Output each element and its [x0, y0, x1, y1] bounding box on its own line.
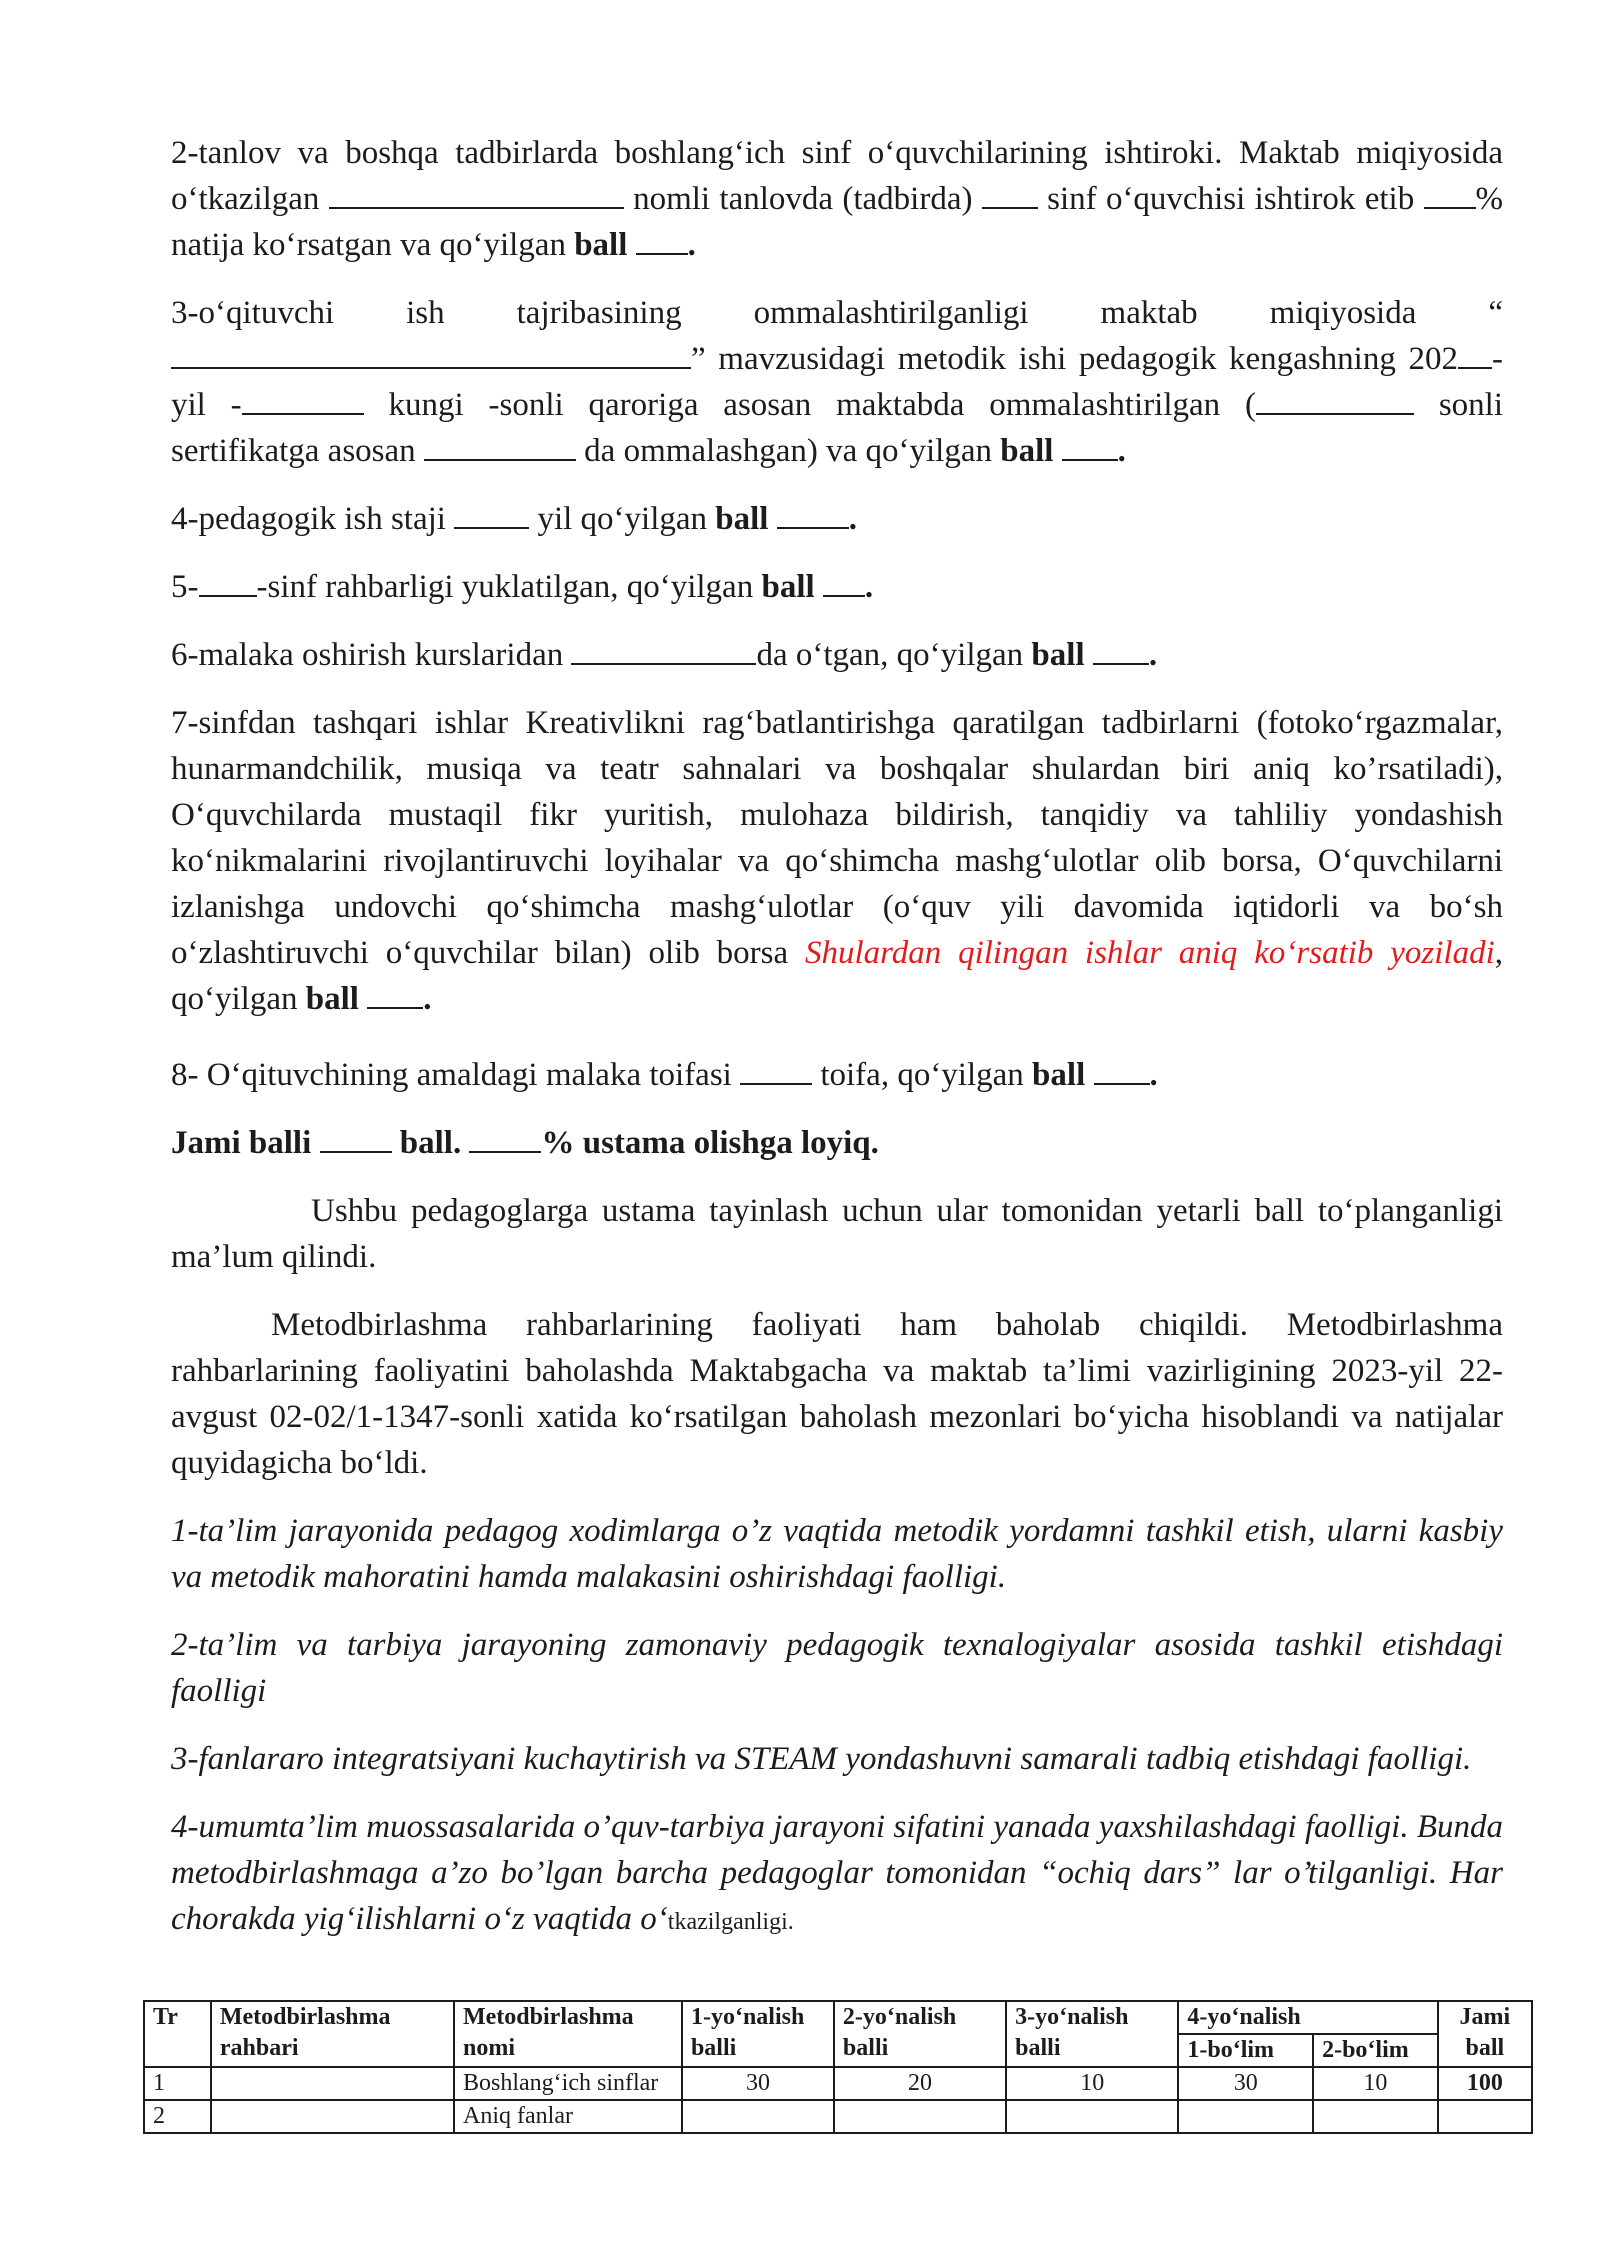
text: sinf o‘quvchisi ishtirok etib: [1047, 181, 1415, 217]
text: % natija ko‘rsatgan va qo‘yilgan: [171, 181, 1504, 263]
text: kungi -sonli qaroriga asosan maktabda ommalashtirilgan (: [388, 387, 1256, 423]
table-row: [144, 2100, 1532, 2133]
ball-label: ball: [1031, 637, 1085, 673]
cell-jami: 100: [1438, 2067, 1532, 2100]
text: -yil -: [171, 341, 1503, 423]
results-table: [143, 2000, 1533, 2134]
blank-line: [1458, 337, 1492, 369]
header-rahbar: Metodbirlashma rahbari: [211, 2001, 454, 2067]
blank-line: [1424, 177, 1476, 209]
ball-label: ball: [1000, 433, 1054, 469]
text: , qo‘yilgan: [171, 935, 1503, 1017]
blank-line: [823, 565, 865, 597]
paragraph-3: 3-o‘qituvchi ish tajribasining ommalashtirilganligi maktab miqiyosida “” mavzusidagi metodik ishi pedagogik kengashning 202 -yil - kungi -sonli qaroriga asosan maktabda ommalashtirilgan ( sonli sertifikatga asosan da ommalashgan) va qo‘yilgan ball .: [171, 295, 1504, 469]
text: da ommalashgan) va qo‘yilgan: [584, 433, 992, 469]
paragraph-4: 4-pedagogik ish staji yil qo‘yilgan ball .: [171, 496, 1503, 542]
blank-line: [982, 177, 1038, 209]
cell-rahbar: [211, 2067, 454, 2100]
total-line: [171, 1120, 1503, 1166]
table-row: [144, 2067, 1532, 2100]
cell-y1: 30: [682, 2067, 834, 2100]
text: 7-sinfdan tashqari ishlar Kreativlikni rag‘batlantirishga qaratilgan tadbirlarni (fotoko‘rgazmalar, hunarmandchilik, musiqa va teatr sahnalari va boshqalar shulardan biri aniq ko’rsatiladi), O‘quvchilarda mustaqil fikr yuritish, mulohaza bildirish, tanqidiy va tahliliy yondashish ko‘nikmalarini rivojlantiruvchi loyihalar va qo‘shimcha mashg‘ulotlar olib borsa, O‘quvchilarni izlanishga undovchi qo‘shimcha mashg‘ulotlar (o‘quv yili davomida iqtidorli va bo‘sh o‘zlashtiruvchi o‘quvchilar bilan) olib borsa: [171, 705, 1503, 971]
paragraph-2: 2-tanlov va boshqa tadbirlarda boshlang‘ich sinf o‘quvchilarining ishtiroki. Maktab miqiyosida o‘tkazilgan nomli tanlovda (tadbirda) sinf o‘quvchisi ishtirok etib % natija ko‘rsatgan va qo‘yilgan ball .: [171, 135, 1504, 263]
cell-b2: 10: [1313, 2067, 1438, 2100]
text: da o‘tgan, qo‘yilgan: [756, 637, 1024, 673]
blank-line: [1256, 383, 1414, 415]
blank-line: [1094, 1053, 1150, 1085]
text: 6-malaka oshirish kurslaridan: [171, 637, 564, 673]
header-y3: 3-yo‘nalish balli: [1006, 2001, 1178, 2067]
cell-jami: [1438, 2100, 1532, 2133]
text: 5-: [171, 569, 199, 605]
paragraph-8: 8- O‘qituvchining amaldagi malaka toifasi toifa, qo‘yilgan ball .: [171, 1052, 1503, 1098]
text: 2-tanlov va boshqa tadbirlarda boshlang‘ich sinf o‘quvchilarining ishtiroki. Maktab miqiyosida o‘tkazilgan: [171, 135, 1503, 217]
cell-nomi: Aniq fanlar: [454, 2100, 682, 2133]
text: 4-umumta’lim muossasalarida o’quv-tarbiya jarayoni sifatini yanada yaxshilashdagi faolligi. Bunda metodbirlashmaga a’zo bo’lgan barcha pedagoglar tomonidan “ochiq dars” lar o’tilganligi. Har chorakda yig‘ilishlarni o‘z vaqtida o‘: [171, 1809, 1503, 1937]
text: 8- O‘qituvchining amaldagi malaka toifasi: [171, 1057, 732, 1093]
text: ball.: [399, 1125, 462, 1161]
blank-line: [242, 383, 364, 415]
blank-line: [571, 633, 756, 665]
criterion-4: [171, 1804, 1503, 1945]
ball-label: ball: [574, 227, 628, 263]
header-b1: 1-bo‘lim: [1178, 2034, 1313, 2067]
blank-line: [329, 177, 624, 209]
cell-tr: 2: [144, 2100, 211, 2133]
ball-label: ball: [305, 981, 359, 1017]
text: % ustama olishga loyiq.: [541, 1125, 879, 1161]
header-y1: 1-yo‘nalish balli: [682, 2001, 834, 2067]
ball-label: ball: [761, 569, 815, 605]
text: yil qo‘yilgan: [537, 501, 708, 537]
text: sonli sertifikatga asosan: [171, 387, 1504, 469]
header-jami: Jami ball: [1438, 2001, 1532, 2067]
blank-line: [469, 1121, 541, 1153]
cell-tr: 1: [144, 2067, 211, 2100]
cell-y3: 10: [1006, 2067, 1178, 2100]
text: nomli tanlovda (tadbirda): [633, 181, 973, 217]
text: 3-o‘qituvchi ish tajribasining ommalashtirilganligi maktab miqiyosida “: [171, 295, 1503, 331]
red-note: Shulardan qilingan ishlar aniq ko‘rsatib yoziladi: [804, 935, 1495, 971]
paragraph-5: 5- -sinf rahbarligi yuklatilgan, qo‘yilgan ball .: [171, 564, 1503, 610]
header-y2: 2-yo‘nalish balli: [834, 2001, 1006, 2067]
header-tr: Tr: [144, 2001, 211, 2067]
cell-y1: [682, 2100, 834, 2133]
paragraph-7: 7-sinfdan tashqari ishlar Kreativlikni rag‘batlantirishga qaratilgan tadbirlarni (fotoko‘rgazmalar, hunarmandchilik, musiqa va teatr sahnalari va boshqalar shulardan biri aniq ko’rsatiladi), O‘quvchilarda mustaqil fikr yuritish, mulohaza bildirish, tanqidiy va tahliliy yondashish ko‘nikmalarini rivojlantiruvchi loyihalar va qo‘shimcha mashg‘ulotlar olib borsa, O‘quvchilarni izlanishga undovchi qo‘shimcha mashg‘ulotlar (o‘quv yili davomida iqtidorli va bo‘sh o‘zlashtiruvchi o‘quvchilar bilan) olib borsa Shulardan qilingan ishlar aniq ko‘rsatib yoziladi, qo‘yilgan ball .: [171, 705, 1503, 1017]
blank-line: [171, 337, 691, 369]
criterion-3: 3-fanlararo integratsiyani kuchaytirish va STEAM yondashuvni samarali tadbiq etishdagi faolligi.: [171, 1741, 1472, 1777]
blank-line: [636, 223, 688, 255]
note-paragraph-1: Ushbu pedagoglarga ustama tayinlash uchun ular tomonidan yetarli ball to‘planganligi ma’lum qilindi.: [171, 1193, 1503, 1275]
cell-b1: [1178, 2100, 1313, 2133]
paragraph-6: 6-malaka oshirish kurslaridan da o‘tgan, qo‘yilgan ball .: [171, 632, 1503, 678]
header-y4: 4-yo‘nalish: [1178, 2001, 1437, 2034]
text: 4-pedagogik ish staji: [171, 501, 446, 537]
header-nomi: Metodbirlashma nomi: [454, 2001, 682, 2067]
table-header-row: [144, 2001, 1532, 2034]
criterion-2: 2-ta’lim va tarbiya jarayoning zamonaviy pedagogik texnalogiyalar asosida tashkil etishdagi faolligi: [171, 1627, 1503, 1709]
text: toifa, qo‘yilgan: [820, 1057, 1024, 1093]
blank-line: [777, 497, 849, 529]
cell-b2: [1313, 2100, 1438, 2133]
blank-line: [367, 977, 423, 1009]
blank-line: [320, 1121, 392, 1153]
cell-y3: [1006, 2100, 1178, 2133]
cell-rahbar: [211, 2100, 454, 2133]
cell-b1: 30: [1178, 2067, 1313, 2100]
cell-y2: 20: [834, 2067, 1006, 2100]
cell-y2: [834, 2100, 1006, 2133]
ball-label: ball: [1032, 1057, 1086, 1093]
blank-line: [1062, 429, 1118, 461]
cell-nomi: Boshlang‘ich sinflar: [454, 2067, 682, 2100]
text: tkazilganligi.: [667, 1909, 794, 1935]
text: -sinf rahbarligi yuklatilgan, qo‘yilgan: [256, 569, 754, 605]
blank-line: [424, 429, 576, 461]
blank-line: [740, 1053, 812, 1085]
text: ” mavzusidagi metodik ishi pedagogik kengashning 202: [691, 341, 1458, 377]
blank-line: [454, 497, 529, 529]
blank-line: [1093, 633, 1149, 665]
ball-label: ball: [715, 501, 769, 537]
criterion-1: 1-ta’lim jarayonida pedagog xodimlarga o’z vaqtida metodik yordamni tashkil etish, ularni kasbiy va metodik mahoratini hamda malakasini oshirishdagi faolligi.: [171, 1513, 1503, 1595]
text: Jami balli: [171, 1125, 312, 1161]
blank-line: [199, 565, 257, 597]
note-paragraph-2: Metodbirlashma rahbarlarining faoliyati ham baholab chiqildi. Metodbirlashma rahbarlarining faoliyatini baholashda Maktabgacha va maktab ta’limi vazirligining 2023-yil 22-avgust 02-02/1-1347-sonli xatida ko‘rsatilgan baholash mezonlari bo‘yicha hisoblandi va natijalar quyidagicha bo‘ldi.: [171, 1307, 1503, 1481]
header-b2: 2-bo‘lim: [1313, 2034, 1438, 2067]
document-page: [171, 130, 1503, 1967]
